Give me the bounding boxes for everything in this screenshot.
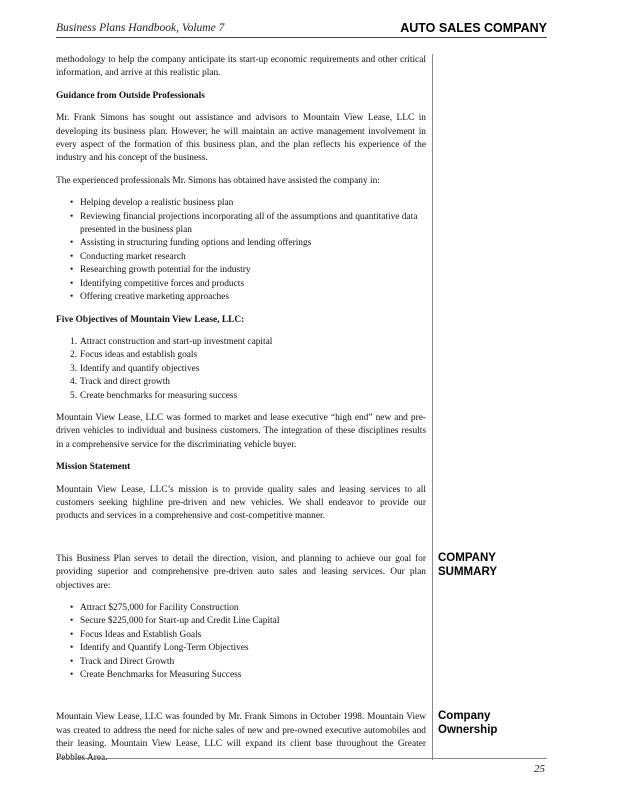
section-spacer — [56, 691, 426, 711]
list-number: 5. — [70, 390, 78, 401]
list-number: 4. — [70, 377, 78, 388]
list-text: Track and direct growth — [80, 377, 170, 388]
ownership-side-heading — [438, 709, 548, 737]
footer-rule — [56, 758, 547, 759]
list-item: • Track and Direct Growth — [70, 656, 426, 669]
list-text: Attract construction and start-up investment capital — [80, 336, 273, 347]
list-item — [70, 363, 426, 376]
company-summary-paragraph: This Business Plan serves to detail the direction, vision, and planning to achieve our goal for providing superior and comprehensive pre-driven auto sales and leasing services. Our plan objectives are: — [56, 553, 426, 591]
company-summary-list — [56, 602, 426, 682]
side-heading-line: Company — [438, 710, 491, 723]
list-item: • Reviewing financial projections incorporating all of the assumptions and quantitative data presented in the business plan — [70, 211, 426, 238]
list-item — [70, 390, 426, 403]
list-item: • Attract $275,000 for Facility Construction — [70, 602, 426, 615]
guidance-paragraph-1: Mr. Frank Simons has sought out assistance and advisors to Mountain View Lease, LLC in developing its business plan. However, he will maintain an active management involvement in every aspect of the formation of this business plan, and the plan reflects his experience of the industry and his concept of the business. — [56, 113, 426, 164]
list-text: Create benchmarks for measuring success — [80, 390, 238, 401]
book-title: Business Plans Handbook, Volume 7 — [56, 22, 225, 34]
page-number: 25 — [534, 763, 545, 775]
list-item — [70, 336, 426, 349]
list-item: • Focus Ideas and Establish Goals — [70, 629, 426, 642]
list-item — [70, 376, 426, 389]
list-number: 1. — [70, 336, 78, 347]
column-divider — [432, 54, 433, 760]
header-rule — [56, 37, 547, 38]
company-summary-side-heading — [438, 551, 548, 579]
side-heading-line: COMPANY — [438, 551, 496, 564]
list-item: • Researching growth potential for the industry — [70, 264, 426, 277]
guidance-list — [56, 197, 426, 304]
list-item — [70, 349, 426, 362]
objectives-paragraph: Mountain View Lease, LLC was formed to market and lease executive “high end” new and pre-driven vehicles to individual and business customers. The integration of these disciplines results in a comprehensive service for the discriminating vehicle buyer. — [56, 412, 426, 450]
intro-paragraph: methodology to help the company anticipate its start-up economic requirements and other critical information, and arrive at this realistic plan. — [56, 55, 426, 79]
list-number: 3. — [70, 363, 78, 374]
list-item: • Identify and Quantify Long-Term Objectives — [70, 642, 426, 655]
main-column — [56, 54, 426, 774]
side-heading-line: Ownership — [438, 724, 498, 737]
objectives-heading: Five Objectives of Mountain View Lease, LLC: — [56, 314, 245, 325]
ownership-paragraph: Mountain View Lease, LLC was founded by Mr. Frank Simons in October 1998. Mountain View was created to address the need for niche sales of new and pre-owned executive automobiles and their leasing. Mountain View Lease, LLC will expand its client base throughout the Greater Pebbles Area. — [56, 712, 426, 763]
side-heading-line: SUMMARY — [438, 565, 497, 578]
objectives-list — [56, 336, 426, 403]
list-item: • Identifying competitive forces and products — [70, 278, 426, 291]
list-text: Focus ideas and establish goals — [80, 350, 198, 361]
list-item: • Offering creative marketing approaches — [70, 291, 426, 304]
mission-heading: Mission Statement — [56, 462, 131, 473]
list-item: • Secure $225,000 for Start-up and Credit Line Capital — [70, 615, 426, 628]
list-text: Identify and quantify objectives — [80, 363, 200, 374]
mission-paragraph: Mountain View Lease, LLC’s mission is to provide quality sales and leasing services to all customers seeking highline pre-driven and new vehicles. We shall endeavor to provide our products and services in a comprehensive and cost-competitive manner. — [56, 484, 426, 522]
list-item: • Assisting in structuring funding options and lending offerings — [70, 237, 426, 250]
list-number: 2. — [70, 350, 78, 361]
list-item: • Create Benchmarks for Measuring Success — [70, 669, 426, 682]
list-item: • Helping develop a realistic business plan — [70, 197, 426, 210]
section-spacer — [56, 533, 426, 553]
section-title: AUTO SALES COMPANY — [400, 21, 547, 35]
list-item: • Conducting market research — [70, 251, 426, 264]
guidance-heading: Guidance from Outside Professionals — [56, 90, 205, 101]
guidance-paragraph-2: The experienced professionals Mr. Simons has obtained have assisted the company in: — [56, 175, 380, 186]
